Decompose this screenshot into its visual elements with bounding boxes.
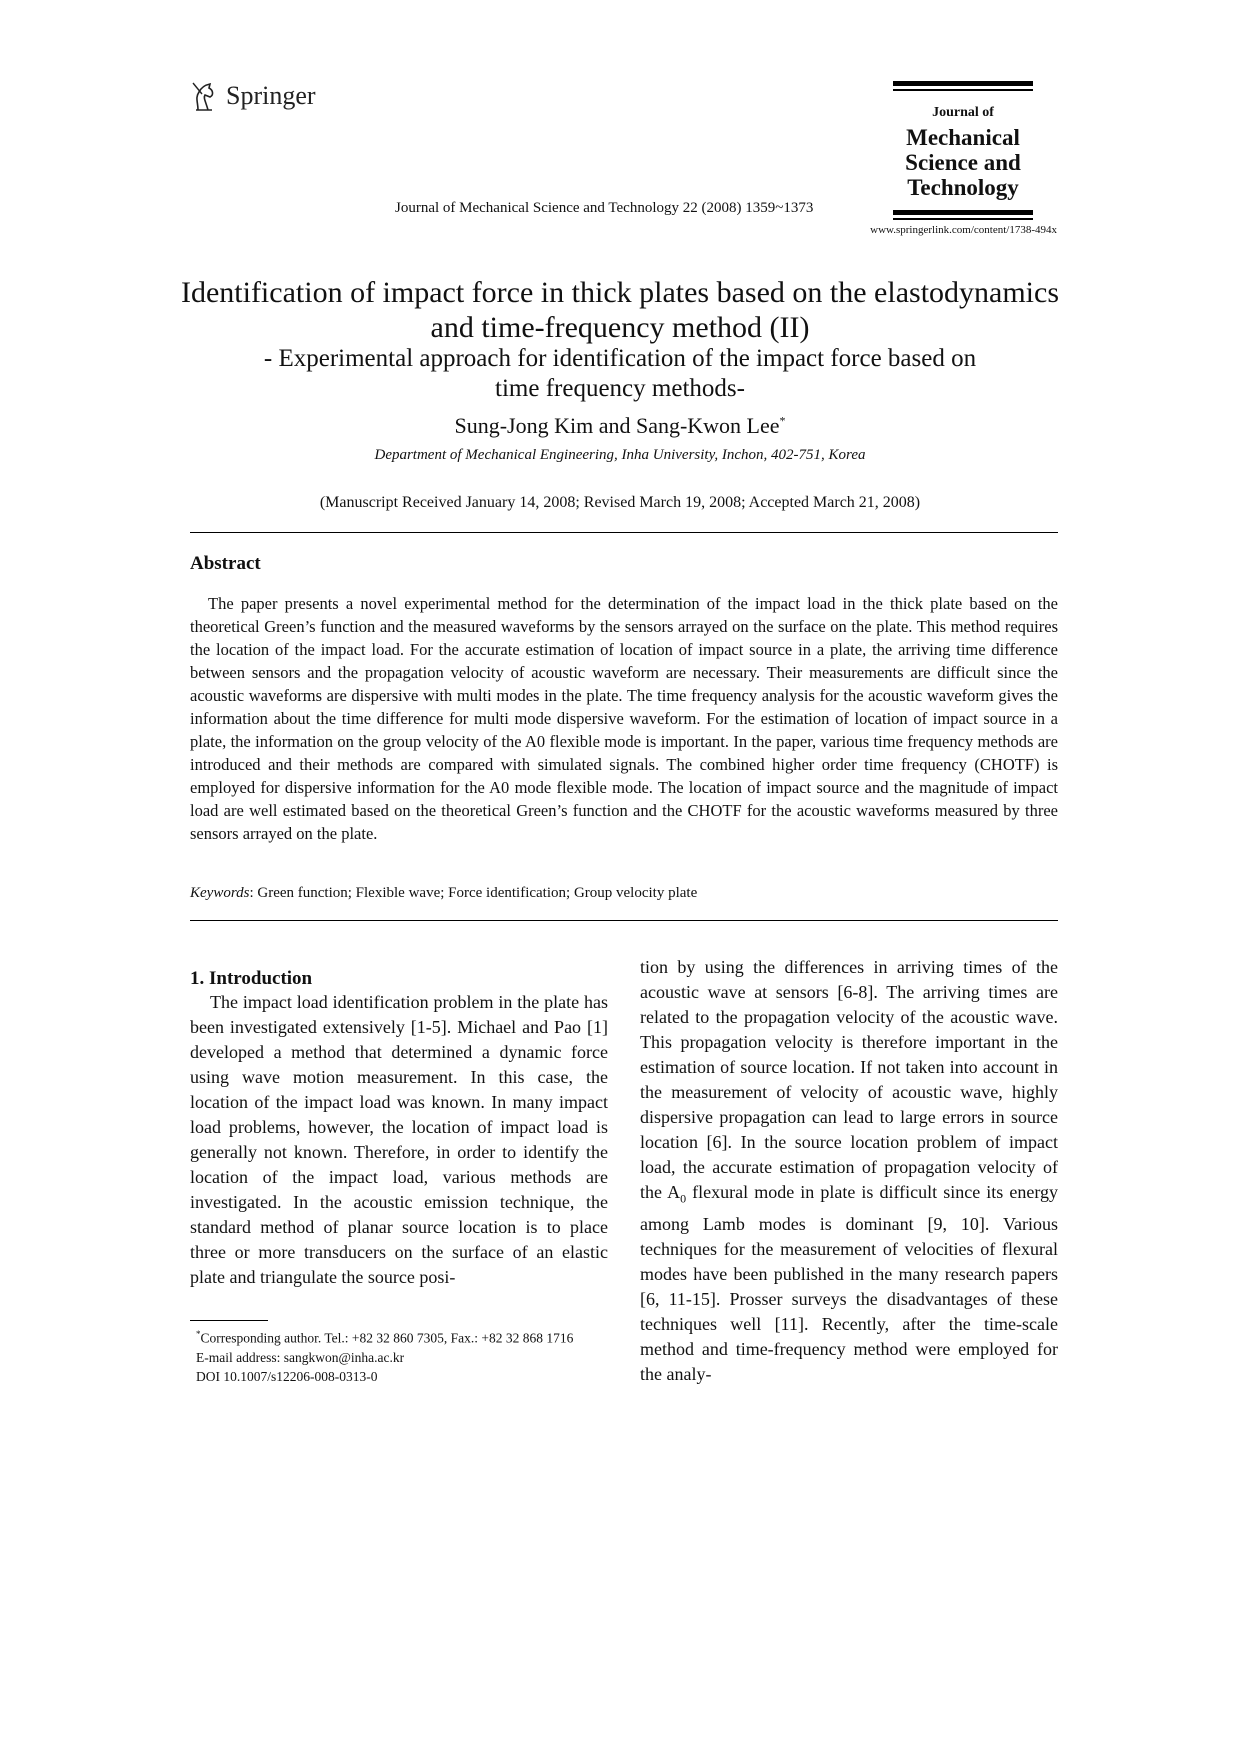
title-line-2: and time-frequency method (II) bbox=[430, 311, 810, 344]
intro-right-part-b: flexural mode in plate is difficult since its energy among Lamb modes is dominant [9, 10]. Various techniques for the measurement of velocities of flexural modes have been published in the many research papers [6, 11-15]. Prosser surveys the disadvantages of these techniques well [11]. Recently, after the time-scale method and time-frequency method were employed for the analy- bbox=[640, 1182, 1058, 1384]
author-list bbox=[0, 413, 1240, 439]
journal-citation: Journal of Mechanical Science and Technology 22 (2008) 1359~1373 bbox=[395, 200, 814, 216]
masthead-title bbox=[893, 125, 1033, 200]
manuscript-dates: (Manuscript Received January 14, 2008; Revised March 19, 2008; Accepted March 21, 2008) bbox=[319, 494, 921, 511]
abstract-heading: Abstract bbox=[190, 553, 261, 574]
authors-text: Sung-Jong Kim and Sang-Kwon Lee bbox=[454, 413, 780, 438]
footnote-line-1 bbox=[196, 1325, 573, 1348]
intro-column-left: The impact load identification problem in the plate has been investigated extensively [1-5]. Michael and Pao [1] developed a method that determined a dynamic force using wave motion measurement. In this case, the location of the impact load was known. In many impact load problems, however, the location of impact load is generally not known. Therefore, in order to identify the location of the impact load, various methods are investigated. In the acoustic emission technique, the standard method of planar source location is to place three or more transducers on the surface of an elastic plate and triangulate the source posi- bbox=[190, 992, 608, 1287]
divider-bottom bbox=[190, 920, 1058, 921]
divider-top bbox=[190, 532, 1058, 533]
keywords-line bbox=[190, 885, 697, 902]
masthead-small: Journal of bbox=[932, 105, 994, 120]
intro-heading: 1. Introduction bbox=[190, 968, 313, 989]
publisher-name: Springer bbox=[226, 81, 316, 110]
footnote-line-2: E-mail address: sangkwon@inha.ac.kr bbox=[196, 1349, 405, 1365]
title-line-1: Identification of impact force in thick plates based on the elastodynamics bbox=[180, 276, 1060, 309]
journal-weblink[interactable]: www.springerlink.com/content/1738-494x bbox=[870, 224, 1057, 236]
masthead-rule-bottom-thin bbox=[893, 218, 1033, 220]
author-footnote-mark: * bbox=[779, 413, 786, 428]
masthead-line-3: Technology bbox=[907, 175, 1019, 200]
a0-subscript: 0 bbox=[680, 1191, 687, 1206]
paper-subtitle bbox=[0, 344, 1240, 404]
footnote-line-3: DOI 10.1007/s12206-008-0313-0 bbox=[196, 1368, 378, 1384]
footnote-mark: * bbox=[196, 1329, 201, 1339]
keywords-label: Keywords bbox=[190, 885, 250, 901]
subtitle-line-1: - Experimental approach for identification of the impact force based on bbox=[263, 345, 977, 372]
footnote bbox=[196, 1325, 573, 1386]
masthead-line-2: Science and bbox=[905, 150, 1021, 175]
masthead-rule-top-thin bbox=[893, 89, 1033, 91]
footnote-rule bbox=[190, 1320, 268, 1321]
springer-knight-icon bbox=[190, 80, 218, 112]
intro-right-part-a: tion by using the differences in arriving times of the acoustic wave at sensors [6-8]. The arriving times are related to the propagation velocity of the acoustic wave. This propagation velocity is therefore important in the estimation of source location. If not taken into account in the measurement of velocity of acoustic wave, highly dispersive propagation can lead to large errors in source location [6]. In the source location problem of impact load, the accurate estimation of propagation velocity of the A bbox=[640, 957, 1058, 1202]
affiliation: Department of Mechanical Engineering, Inha University, Inchon, 402-751, Korea bbox=[374, 447, 866, 463]
abstract-body: The paper presents a novel experimental method for the determination of the impact load in the thick plate based on the theoretical Green’s function and the measured waveforms by the sensors arrayed on the surface on the plate. This method requires the location of the impact load. For the accurate estimation of location of impact source in a plate, the arriving time difference between sensors and the propagation velocity of acoustic waveform are necessary. Their measurements are difficult since the acoustic waveforms are dispersive with multi modes in the plate. The time frequency analysis for the acoustic waveform gives the information about the time difference for multi mode dispersive waveform. For the estimation of location of impact source in a plate, the information on the group velocity of the A0 flexible mode is important. In the paper, various time frequency methods are introduced and their methods are compared with simulated signals. The combined higher order time frequency (CHOTF) is employed for dispersive information for the A0 mode flexible mode. The location of impact source and the magnitude of impact load are well estimated based on the theoretical Green’s function and the CHOTF for the acoustic waveforms measured by three sensors arrayed on the plate. bbox=[190, 594, 1058, 843]
publisher-logo bbox=[190, 80, 316, 112]
paper-title bbox=[0, 275, 1240, 345]
subtitle-line-2: time frequency methods- bbox=[495, 375, 745, 402]
intro-column-right bbox=[640, 955, 1058, 1387]
masthead-rule-top bbox=[893, 81, 1033, 86]
journal-masthead bbox=[893, 81, 1033, 220]
keywords-text: : Green function; Flexible wave; Force identification; Group velocity plate bbox=[249, 885, 698, 901]
masthead-rule-bottom bbox=[893, 210, 1033, 215]
corresponding-author: Corresponding author. Tel.: +82 32 860 7305, Fax.: +82 32 868 1716 bbox=[200, 1330, 574, 1346]
masthead-line-1: Mechanical bbox=[906, 125, 1020, 150]
